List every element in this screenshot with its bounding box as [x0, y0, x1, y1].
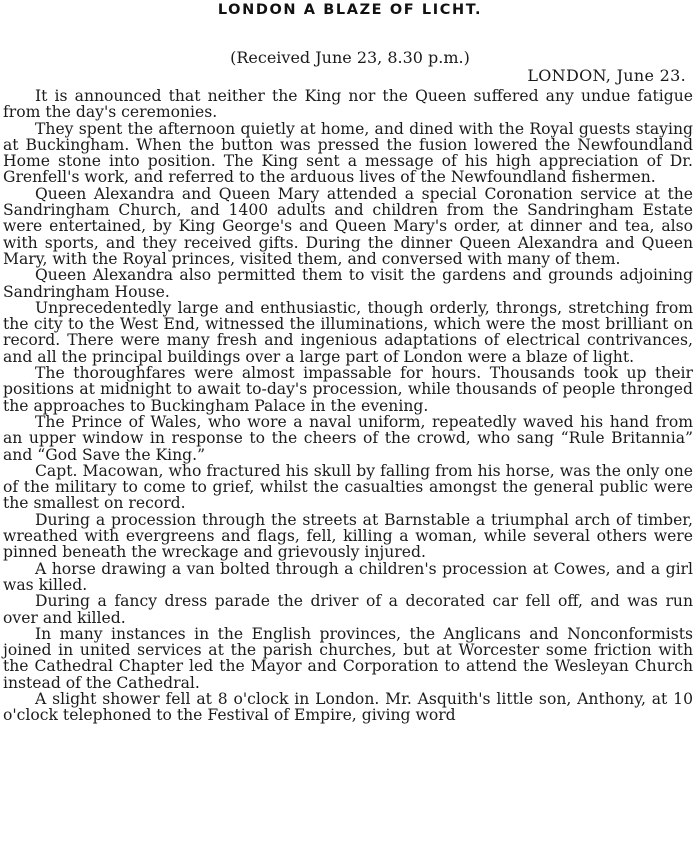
article-paragraph: A slight shower fell at 8 o'clock in London. Mr. Asquith's little son, Anthony, at 10 o'clock telephoned to the Festival of Empire, giving word	[3, 689, 693, 725]
article-paragraph: A horse drawing a van bolted through a children's procession at Cowes, and a girl was killed.	[3, 559, 693, 594]
article-paragraph: It is announced that neither the King nor the Queen suffered any undue fatigue from the day's ceremonies.	[3, 87, 693, 122]
received-note: (Received June 23, 8.30 p.m.)	[230, 48, 470, 67]
article-body	[3, 88, 693, 724]
article-paragraph: During a fancy dress parade the driver of a decorated car fell off, and was run over and killed.	[3, 592, 693, 627]
article-paragraph: During a procession through the streets at Barnstable a triumphal arch of timber, wreathed with evergreens and flags, fell, killing a woman, while several others were pinned beneath the wreckage and grievously injured.	[3, 510, 693, 562]
article-paragraph: In many instances in the English provinces, the Anglicans and Nonconformists joined in united services at the parish churches, but at Worcester some friction with the Cathedral Chapter led the Mayor and Corporation to attend the Wesleyan Church instead of the Cathedral.	[3, 624, 693, 692]
article-headline: LONDON A BLAZE OF LICHT.	[217, 2, 483, 18]
article-paragraph: The thoroughfares were almost impassable for hours. Thousands took up their positions at midnight to await to-day's procession, while thousands of people thronged the approaches to Buckingham Palace in the evening.	[3, 364, 693, 415]
article-paragraph: Capt. Macowan, who fractured his skull by falling from his horse, was the only one of the military to come to grief, whilst the casualties amongst the general public were the smallest on record.	[3, 461, 693, 513]
article-paragraph: They spent the afternoon quietly at home, and dined with the Royal guests staying at Buckingham. When the button was pressed the fusion lowered the Newfoundland Home stone into position. The King sent a message of his high appreciation of Dr. Grenfell's work, and referred to the arduous lives of the Newfoundland fishermen.	[3, 119, 693, 187]
article-paragraph: Queen Alexandra and Queen Mary attended a special Coronation service at the Sandringham Church, and 1400 adults and children from the Sandringham Estate were entertained, by King George's and Queen Mary's order, at dinner and tea, also with sports, and they received gifts. During the dinner Queen Alexandra and Queen Mary, with the Royal princes, visited them, and conversed with many of them.	[3, 184, 693, 268]
article-paragraph: The Prince of Wales, who wore a naval uniform, repeatedly waved his hand from an upper window in response to the cheers of the crowd, who sang “Rule Britannia” and “God Save the King.”	[3, 412, 693, 464]
dateline: LONDON, June 23.	[527, 66, 686, 85]
article-paragraph: Queen Alexandra also permitted them to visit the gardens and grounds adjoining Sandringham House.	[3, 266, 693, 301]
article-paragraph: Unprecedentedly large and enthusiastic, though orderly, throngs, stretching from the city to the West End, witnessed the illuminations, which were the most brilliant on record. There were many fresh and ingenious adaptations of electrical contrivances, and all the principal buildings over a large part of London were a blaze of light.	[3, 298, 693, 366]
